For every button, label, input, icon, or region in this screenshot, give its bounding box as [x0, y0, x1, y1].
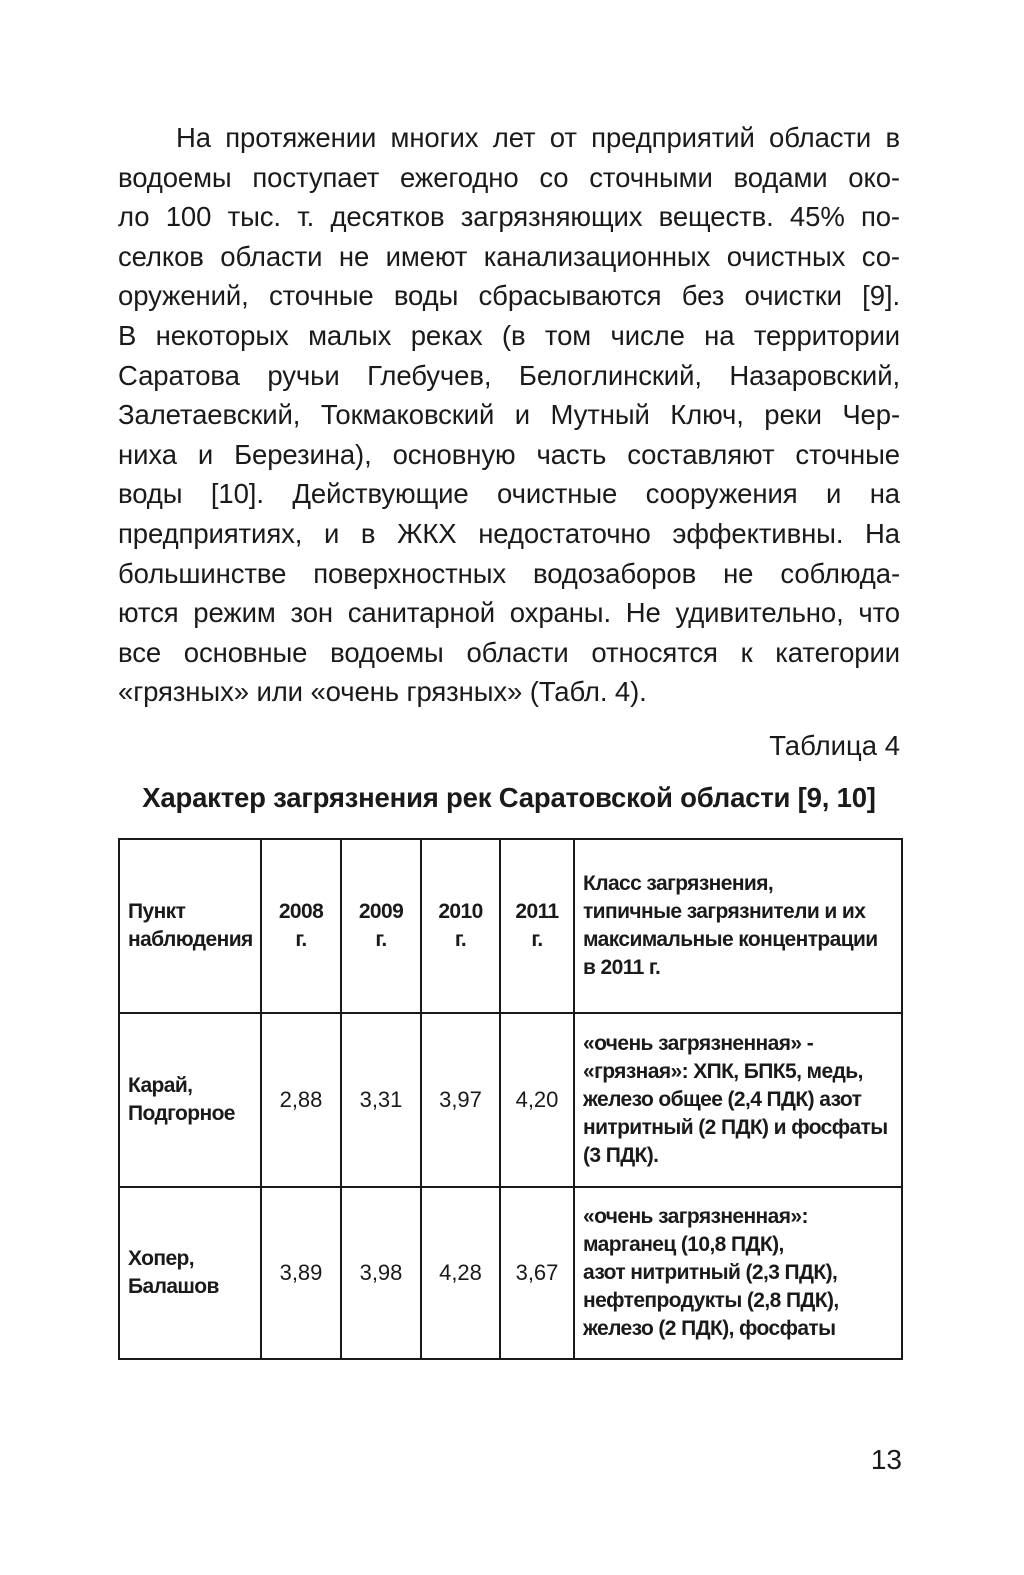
header-year-2010: 2010 г. [421, 839, 500, 1013]
pollution-table [118, 838, 903, 1360]
table-label: Таблица 4 [769, 729, 900, 761]
text-line: Саратова ручьи Глебучев, Белоглинский, Назаровский, [118, 359, 900, 391]
text-line: оружений, сточные воды сбрасываются без очистки [9]. [118, 280, 900, 312]
page-content [118, 118, 900, 818]
body-paragraph [118, 118, 900, 712]
text-line: селков области не имеют канализационных очистных со- [118, 240, 900, 272]
cell-value-2008: 3,89 [261, 1187, 341, 1359]
cell-point: Карай, Подгорное [119, 1013, 261, 1187]
text-line: ются режим зон санитарной охраны. Не удивительно, что [118, 597, 900, 629]
cell-point: Хопер, Балашов [119, 1187, 261, 1359]
text-line: предприятиях, и в ЖКХ недостаточно эффективны. На [118, 517, 900, 549]
header-year-2009: 2009 г. [341, 839, 421, 1013]
page-number: 13 [870, 1444, 902, 1475]
cell-value-2010: 3,97 [421, 1013, 500, 1187]
cell-value-2010: 4,28 [421, 1187, 500, 1359]
text-line: Залетаевский, Токмаковский и Мутный Ключ, реки Чер- [118, 399, 900, 431]
text-line: «грязных» или «очень грязных» (Табл. 4). [118, 676, 647, 708]
table-header-row [119, 839, 902, 1013]
table-row [119, 1187, 902, 1359]
table-title: Характер загрязнения рек Саратовской области [9, 10] [142, 781, 876, 813]
cell-value-2009: 3,98 [341, 1187, 421, 1359]
cell-value-2009: 3,31 [341, 1013, 421, 1187]
text-line: ниха и Березина), основную часть составляют сточные [118, 438, 900, 470]
text-line: водоемы поступает ежегодно со сточными водами око- [118, 161, 900, 193]
text-line: большинстве поверхностных водозаборов не соблюда- [118, 557, 900, 589]
header-year-2011: 2011 г. [500, 839, 574, 1013]
text-line: ло 100 тыс. т. десятков загрязняющих веществ. 45% по- [118, 201, 900, 233]
header-class: Класс загрязнения, типичные загрязнители и их максимальные концентрации в 2011 г. [574, 839, 902, 1013]
header-year-2008: 2008 г. [261, 839, 341, 1013]
cell-value-2008: 2,88 [261, 1013, 341, 1187]
text-line: воды [10]. Действующие очистные сооружения и на [118, 478, 900, 510]
text-line: все основные водоемы области относятся к категории [118, 636, 900, 668]
header-point: Пункт наблюдения [119, 839, 261, 1013]
cell-class: «очень загрязненная» - «грязная»: ХПК, БПК5, медь, железо общее (2,4 ПДК) азот нитритный (2 ПДК) и фосфаты (3 ПДК). [574, 1013, 902, 1187]
text-line: На протяжении многих лет от предприятий области в [176, 122, 900, 153]
text-line: В некоторых малых реках (в том числе на территории [118, 319, 900, 351]
cell-value-2011: 4,20 [500, 1013, 574, 1187]
cell-value-2011: 3,67 [500, 1187, 574, 1359]
table-row [119, 1013, 902, 1187]
cell-class: «очень загрязненная»: марганец (10,8 ПДК), азот нитритный (2,3 ПДК), нефтепродукты (2,8 ПДК), железо (2 ПДК), фосфаты [574, 1187, 902, 1359]
